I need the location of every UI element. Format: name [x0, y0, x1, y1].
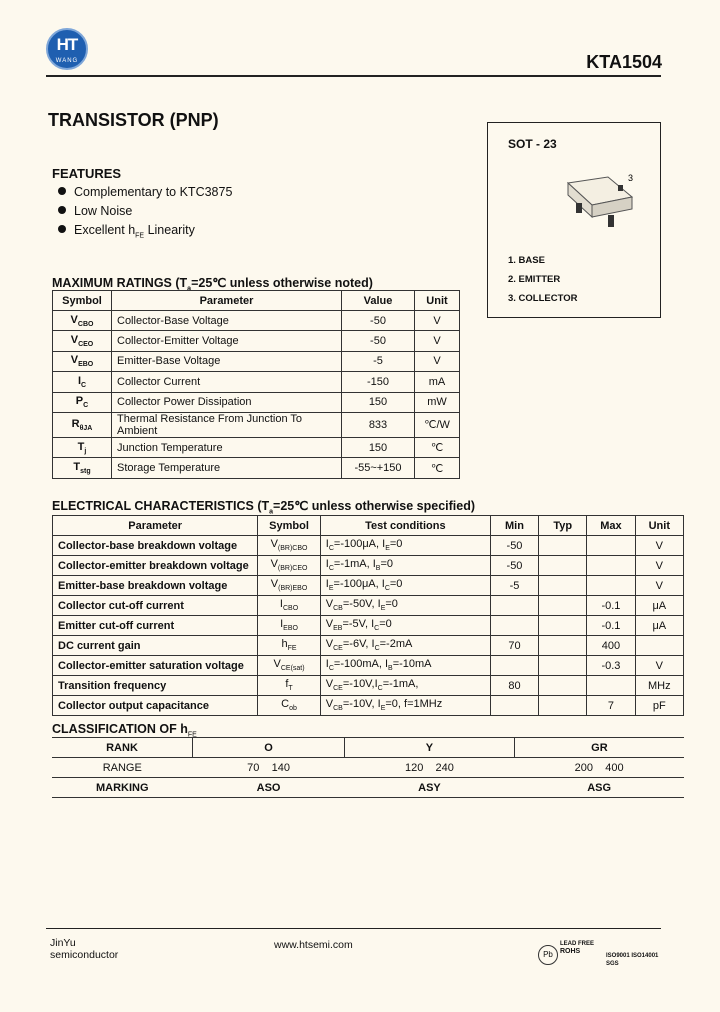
table-header-row: Parameter Symbol Test conditions Min Typ Max Unit — [53, 516, 684, 536]
table-row — [53, 437, 460, 457]
package-name: SOT - 23 — [508, 137, 557, 151]
classification-heading: CLASSIFICATION OF $h_{FE}$ — [52, 722, 197, 739]
symbol-cell: $P_C$ — [53, 392, 112, 412]
table-row: Collector-emitter saturation voltage $V_{CE(sat)}$ $I_C=-100mA$, $I_B=-10mA$ -0.3 V — [53, 656, 684, 676]
symbol-cell: $T_j$ — [53, 437, 112, 457]
table-row — [53, 392, 460, 412]
unit-cell: ℃ — [415, 437, 460, 457]
param-cell: Collector-Emitter Voltage — [112, 331, 342, 351]
table-row — [53, 331, 460, 351]
certification-block: LEAD FREE ROHS — [560, 941, 595, 955]
feature-item: Low Noise — [58, 204, 132, 218]
value-cell: -150 — [342, 372, 415, 392]
param-cell: Collector Power Dissipation — [112, 392, 342, 412]
table-row: Collector cut-off current $I_{CBO}$ $V_{CB}=-50V$, $I_E=0$ -0.1 μA — [53, 596, 684, 616]
table-row — [53, 351, 460, 371]
value-cell: -50 — [342, 331, 415, 351]
param-cell: Emitter-Base Voltage — [112, 351, 342, 371]
max-ratings-table — [52, 290, 460, 479]
value-cell: 150 — [342, 392, 415, 412]
symbol-cell: $V_{CEO}$ — [53, 331, 112, 351]
iso-block: ISO9001 ISO14001 SGS — [606, 953, 659, 967]
unit-cell: V — [415, 351, 460, 371]
footer-rule — [46, 928, 661, 929]
param-cell: Collector-Base Voltage — [112, 311, 342, 331]
table-row — [53, 412, 460, 437]
svg-text:3: 3 — [628, 173, 634, 183]
value-cell: 833 — [342, 412, 415, 437]
bullet-icon — [58, 206, 66, 214]
website-link[interactable]: www.htsemi.com — [274, 939, 353, 951]
table-row — [53, 311, 460, 331]
unit-cell: V — [415, 331, 460, 351]
value-cell: -5 — [342, 351, 415, 371]
table-row — [53, 458, 460, 478]
unit-cell: ℃/W — [415, 412, 460, 437]
range-row: RANGE 70 140 120 240 200 400 — [52, 758, 684, 778]
feature-item: Excellent $h_{FE}$ Linearity — [58, 223, 195, 240]
feature-item: Complementary to KTC3875 — [58, 185, 232, 199]
table-row — [53, 372, 460, 392]
param-cell: Junction Temperature — [112, 437, 342, 457]
elec-heading: ELECTRICAL CHARACTERISTICS ($T_a=25℃$ unless otherwise specified) — [52, 499, 476, 516]
part-number: KTA1504 — [586, 52, 662, 72]
lead-free-icon: Pb — [538, 945, 558, 965]
marking-row: MARKING ASO ASY ASG — [52, 778, 684, 798]
symbol-cell: $V_{EBO}$ — [53, 351, 112, 371]
company-logo — [46, 28, 88, 70]
unit-cell: mW — [415, 392, 460, 412]
table-row: Collector-emitter breakdown voltage $V_{(BR)CEO}$ $I_C=-1mA$, $I_B=0$ -50 V — [53, 556, 684, 576]
symbol-cell: $V_{CBO}$ — [53, 311, 112, 331]
bullet-icon — [58, 225, 66, 233]
table-row: Emitter-base breakdown voltage $V_{(BR)EBO}$ $I_E=-100\mu A$, $I_C=0$ -5 V — [53, 576, 684, 596]
param-cell: Storage Temperature — [112, 458, 342, 478]
table-row: Emitter cut-off current $I_{EBO}$ $V_{EB}=-5V$, $I_C=0$ -0.1 μA — [53, 616, 684, 636]
unit-cell: ℃ — [415, 458, 460, 478]
symbol-cell: $R_{\theta JA}$ — [53, 412, 112, 437]
table-row: Collector-base breakdown voltage $V_{(BR)CBO}$ $I_C=-100\mu A$, $I_E=0$ -50 V — [53, 536, 684, 556]
page-title: TRANSISTOR (PNP) — [48, 110, 219, 130]
electrical-characteristics-table — [52, 515, 684, 716]
unit-cell: mA — [415, 372, 460, 392]
pin-list: 1. BASE 2. EMITTER 3. COLLECTOR — [508, 255, 578, 304]
company-name: JinYu — [50, 937, 76, 949]
value-cell: -55~+150 — [342, 458, 415, 478]
table-row: Transition frequency $f_T$ $V_{CE}=-10V,I_C=-1mA$, 80 MHz — [53, 676, 684, 696]
table-row: Collector output capacitance $C_{ob}$ $V_{CB}=-10V$, $I_E=0$, f=1MHz 7 pF — [53, 696, 684, 716]
param-cell: Collector Current — [112, 372, 342, 392]
bullet-icon — [58, 187, 66, 195]
param-cell: Thermal Resistance From Junction To Ambient — [112, 412, 342, 437]
value-cell: 150 — [342, 437, 415, 457]
rank-row: RANK O Y GR — [52, 738, 684, 758]
symbol-cell: $T_{stg}$ — [53, 458, 112, 478]
company-sub: semiconductor — [50, 949, 119, 961]
value-cell: -50 — [342, 311, 415, 331]
features-heading: FEATURES — [52, 166, 122, 181]
package-box — [487, 122, 661, 318]
table-header-row: Symbol Parameter Value Unit — [53, 291, 460, 311]
max-ratings-heading: MAXIMUM RATINGS ($T_a=25℃$ unless otherwise noted) — [52, 276, 373, 293]
sot23-package-icon — [558, 163, 638, 243]
unit-cell: V — [415, 311, 460, 331]
logo-subtext: WANG — [55, 58, 79, 64]
symbol-cell: $I_C$ — [53, 372, 112, 392]
header-rule — [46, 75, 661, 77]
table-row: DC current gain $h_{FE}$ $V_{CE}=-6V$, $I_C=-2mA$ 70 400 — [53, 636, 684, 656]
logo-text: HT — [56, 35, 78, 54]
classification-table — [52, 737, 684, 798]
